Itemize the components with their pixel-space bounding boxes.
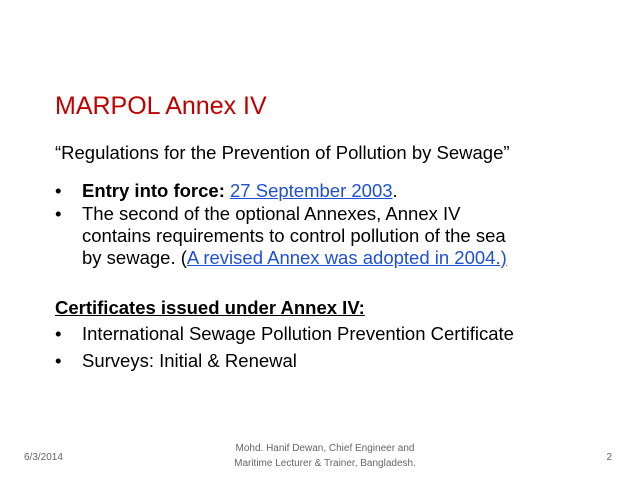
bullet-annex-description: [55, 203, 625, 269]
bullet-dot: •: [55, 203, 62, 224]
footer-page-number: 2: [606, 452, 612, 463]
certificate-item-text: International Sewage Pollution Prevention Certificate: [82, 323, 514, 344]
annex-line-3: by sewage. (: [82, 247, 187, 268]
bullet-list: [55, 180, 625, 270]
certificate-item: [55, 348, 635, 373]
footer-author: [225, 441, 425, 471]
entry-label: Entry into force:: [82, 180, 225, 201]
annex-line-1: The second of the optional Annexes, Annex IV: [82, 203, 461, 224]
certificates-heading: Certificates issued under Annex IV:: [55, 297, 365, 318]
bullet-entry-into-force: [55, 180, 625, 202]
bullet-dot: •: [55, 180, 62, 201]
bullet-dot: •: [55, 323, 62, 344]
entry-date-link[interactable]: 27 September 2003: [230, 180, 393, 201]
footer-author-line-2: Maritime Lecturer & Trainer, Bangladesh.: [234, 458, 416, 469]
certificates-section: [55, 295, 635, 375]
footer-author-line-1: Mohd. Hanif Dewan, Chief Engineer and: [235, 443, 415, 454]
entry-tail: .: [392, 180, 398, 201]
slide-subtitle: “Regulations for the Prevention of Pollution by Sewage”: [55, 142, 510, 163]
footer-date: 6/3/2014: [24, 452, 63, 463]
bullet-dot: •: [55, 350, 62, 371]
revised-annex-link[interactable]: A revised Annex was adopted in 2004.): [186, 247, 507, 268]
certificate-item: [55, 321, 635, 346]
annex-line-2: contains requirements to control pollution of the sea: [82, 225, 506, 246]
certificate-item-text: Surveys: Initial & Renewal: [82, 350, 297, 371]
slide-title: MARPOL Annex IV: [55, 92, 267, 120]
